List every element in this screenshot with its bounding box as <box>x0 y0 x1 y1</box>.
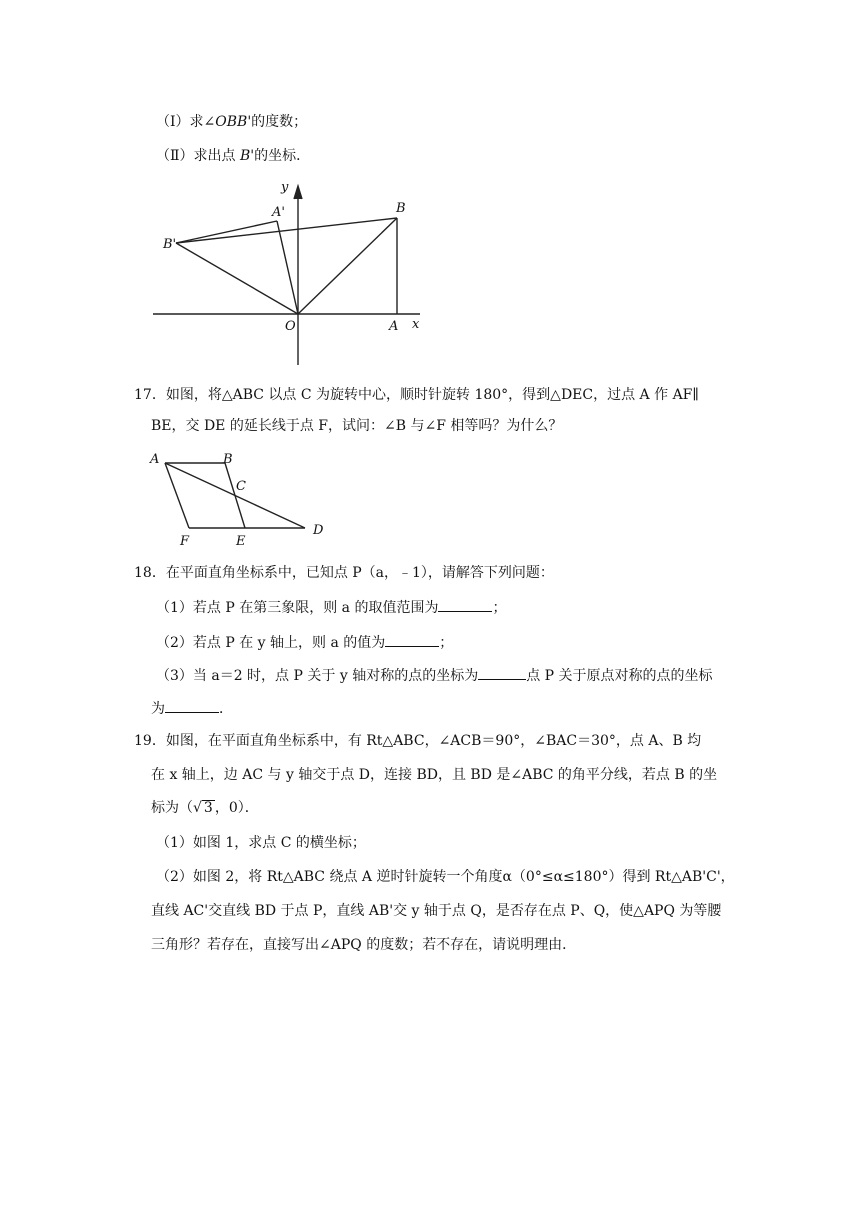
q19-line7: 三角形？若存在，直接写出∠APQ 的度数；若不存在，请说明理由． <box>151 937 577 953</box>
q18-part3-cont: 为 ． <box>151 698 233 718</box>
segment-ob <box>298 218 397 314</box>
q19-line3: 标为（√ 3 ，0）． <box>151 800 259 816</box>
segment-be <box>225 463 245 528</box>
q17-line1: 17．如图，将△ABC 以点 C 为旋转中心，顺时针旋转 180°，得到△DEC，过点 A 作 AF∥ <box>134 387 699 403</box>
label-f: F <box>180 534 190 549</box>
label-b: B <box>396 201 406 216</box>
q17-line2: BE，交 DE 的延长线于点 F，试问：∠B 与∠F 相等吗？为什么？ <box>151 418 563 434</box>
sqrt-radicand: 3 <box>203 800 213 816</box>
q19-line6: 直线 AC'交直线 BD 于点 P，直线 AB'交 y 轴于点 Q，是否存在点 P、Q，使△APQ 为等腰 <box>151 903 722 919</box>
label-a-prime: A' <box>272 205 285 220</box>
q18-stem: 18．在平面直角坐标系中，已知点 P（a，﹣1），请解答下列问题： <box>134 565 554 581</box>
q19-line5: （2）如图 2，将 Rt△ABC 绕点 A 逆时针旋转一个角度α（0°≤α≤180°）得到 Rt△AB'C'， <box>156 869 735 885</box>
label-c: C <box>236 479 246 494</box>
label-y: y <box>281 180 289 195</box>
label-d: D <box>313 523 324 538</box>
q18-part3: （3）当 a＝2 时，点 P 关于 y 轴对称的点的坐标为 点 P 关于原点对称的点的坐标 <box>156 665 713 685</box>
q19-line1: 19．如图，在平面直角坐标系中，有 Rt△ABC，∠ACB＝90°，∠BAC＝30°，点 A、B 均 <box>134 733 702 749</box>
label-b: B <box>223 452 233 467</box>
q18-part1: （1）若点 P 在第三象限，则 a 的取值范围为 ； <box>156 597 506 617</box>
label-x: x <box>412 317 420 332</box>
label-o: O <box>285 319 296 334</box>
label-a: A <box>150 452 160 467</box>
segment-b-prime-b <box>176 218 397 243</box>
segment-af <box>165 463 189 528</box>
q16-part1: （Ⅰ）求∠OBB'的度数； <box>156 114 308 130</box>
q16-part2: （Ⅱ）求出点 B'的坐标． <box>156 148 311 164</box>
label-b-prime: B' <box>163 237 177 252</box>
label-a: A <box>389 319 399 334</box>
y-axis-arrow <box>294 186 302 199</box>
label-e: E <box>236 534 246 549</box>
segment-ob-prime <box>176 243 298 314</box>
q19-line2: 在 x 轴上，边 AC 与 y 轴交于点 D，连接 BD，且 BD 是∠ABC 的角平分线，若点 B 的坐 <box>151 767 718 783</box>
q19-line4: （1）如图 1，求点 C 的横坐标； <box>156 835 366 851</box>
segment-b-prime-a-prime <box>176 221 277 243</box>
segment-ad <box>165 463 305 528</box>
segment-oa-prime <box>277 221 298 314</box>
q18-part2: （2）若点 P 在 y 轴上，则 a 的值为 ； <box>156 632 453 652</box>
